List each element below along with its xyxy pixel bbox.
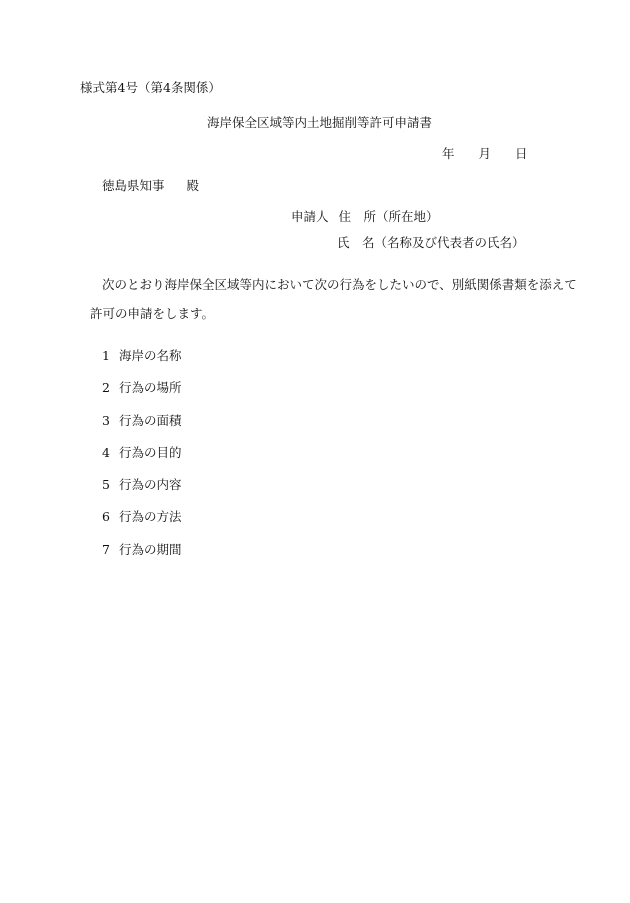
item-label: 行為の期間	[119, 541, 182, 557]
form-number: 様式第4号（第4条関係）	[80, 80, 221, 95]
addressee-name: 徳島県知事	[102, 178, 165, 193]
item-number: 4	[102, 444, 110, 460]
item-number: 1	[102, 348, 110, 363]
addressee	[102, 178, 199, 194]
item-label: 海岸の名称	[119, 348, 182, 363]
item-list	[102, 348, 182, 574]
date-line	[442, 146, 528, 162]
item-number: 7	[102, 541, 110, 557]
item-number: 2	[102, 380, 110, 396]
date-day-label: 日	[515, 146, 528, 161]
list-item	[102, 380, 182, 412]
item-label: 行為の面積	[119, 412, 182, 428]
applicant-label: 申請人	[291, 209, 329, 224]
item-label: 行為の目的	[119, 444, 182, 460]
list-item	[102, 542, 182, 574]
list-item	[102, 509, 182, 541]
applicant-name-label: 氏 名（名称及び代表者の氏名）	[337, 235, 525, 250]
item-number: 6	[102, 509, 110, 525]
list-item	[102, 413, 182, 445]
body-text-line-1: 次のとおり海岸保全区域等内において次の行為をしたいので、別紙関係書類を添えて	[102, 277, 577, 292]
date-year-label: 年	[442, 146, 455, 161]
document-title: 海岸保全区域等内土地掘削等許可申請書	[207, 115, 433, 130]
applicant-address-label: 住 所（所在地）	[338, 209, 439, 224]
list-item	[102, 477, 182, 509]
body-text-line-2: 許可の申請をします。	[90, 306, 215, 321]
item-number: 3	[102, 412, 110, 428]
date-month-label: 月	[478, 146, 492, 161]
item-label: 行為の場所	[119, 380, 182, 396]
addressee-honorific: 殿	[186, 178, 200, 193]
item-label: 行為の内容	[119, 477, 182, 493]
list-item	[102, 348, 182, 380]
item-number: 5	[102, 477, 110, 493]
list-item	[102, 445, 182, 477]
item-label: 行為の方法	[119, 509, 182, 525]
applicant-address-line	[291, 209, 439, 225]
